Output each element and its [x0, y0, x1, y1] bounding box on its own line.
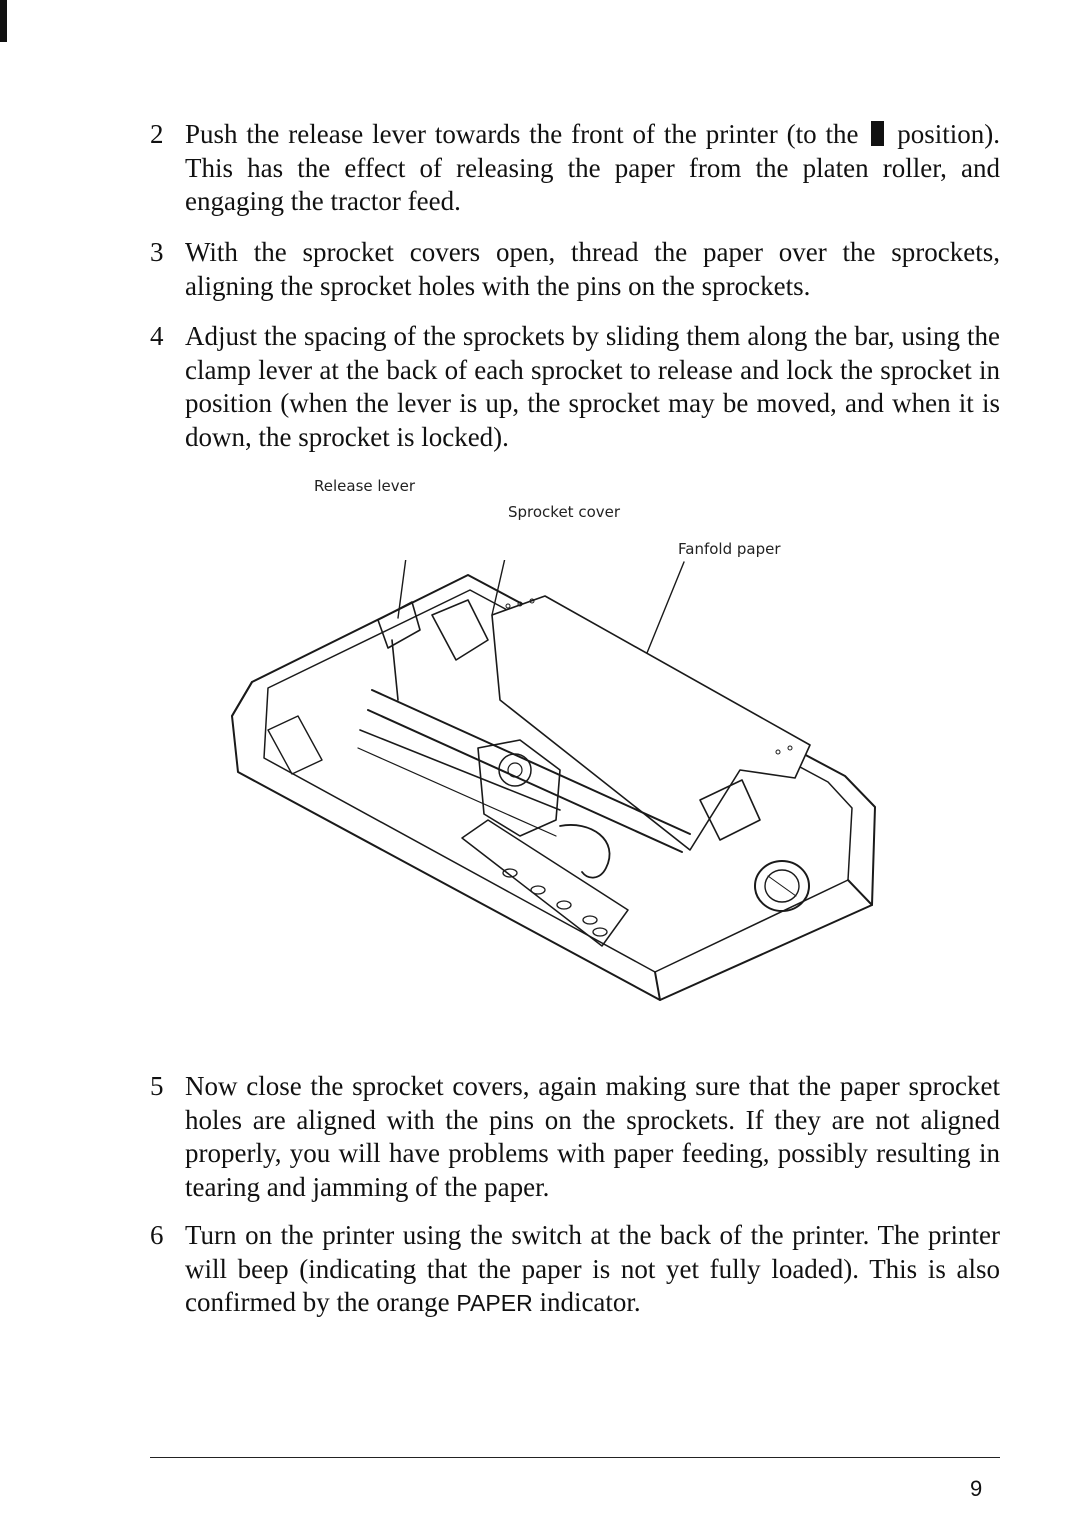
- step-number: 2: [150, 119, 164, 149]
- step-text-after: indicator.: [539, 1287, 641, 1317]
- scan-margin-mark: [0, 0, 7, 42]
- step-number: 4: [150, 321, 164, 351]
- instruction-step-6: [150, 1219, 1000, 1319]
- page-number: 9: [970, 1476, 983, 1501]
- black-rectangle-icon: [871, 121, 884, 146]
- step-number: 5: [150, 1071, 164, 1101]
- ribbon-loop: [560, 825, 610, 878]
- printer-illustration: [200, 560, 900, 1010]
- instruction-step-2: [150, 118, 1000, 218]
- step-number: 6: [150, 1220, 164, 1250]
- fanfold-paper: [492, 596, 810, 850]
- paper-feed-knob: [755, 861, 809, 911]
- step-text: With the sprocket covers open, thread the paper over the sprockets, aligning the sprocket holes with the pins on the sprockets.: [185, 237, 1000, 301]
- instruction-step-5: [150, 1070, 1000, 1205]
- step-text: Now close the sprocket covers, again making sure that the paper sprocket holes are aligned with the pins on the sprockets. If they are not aligned properly, you will have problems with paper feeding, possibly resulting in tearing and jamming of the paper.: [185, 1071, 1000, 1202]
- callout-fanfold-paper: Fanfold paper: [678, 540, 781, 558]
- instruction-step-4: [150, 320, 1000, 455]
- left-sprocket-cover: [432, 600, 488, 660]
- step-text-before: Turn on the printer using the switch at the back of the printer. The printer will beep (indicating that the paper is not yet fully loaded). This is also confirmed by the orange: [185, 1220, 1000, 1317]
- step-text: [185, 118, 1000, 219]
- step-text: Adjust the spacing of the sprockets by sliding them along the bar, using the clamp lever at the back of each sprocket to release and lock the sprocket in position (when the lever is up, the sprocket may be moved, and when it is down, the sprocket is locked).: [185, 321, 1000, 452]
- callout-sprocket-cover: Sprocket cover: [508, 503, 621, 521]
- step-text-before: Push the release lever towards the front of the printer (to the: [185, 119, 859, 149]
- footer-rule: [150, 1457, 1000, 1458]
- step-number: 3: [150, 237, 164, 267]
- step-text: [185, 1219, 1000, 1321]
- paper-indicator-label: PAPER: [456, 1290, 533, 1316]
- step-text-after: position). This has the effect of releasing the paper from the platen roller, and engaging the tractor feed.: [185, 119, 1001, 216]
- instruction-step-3: [150, 236, 1000, 304]
- callout-release-lever: Release lever: [314, 477, 416, 495]
